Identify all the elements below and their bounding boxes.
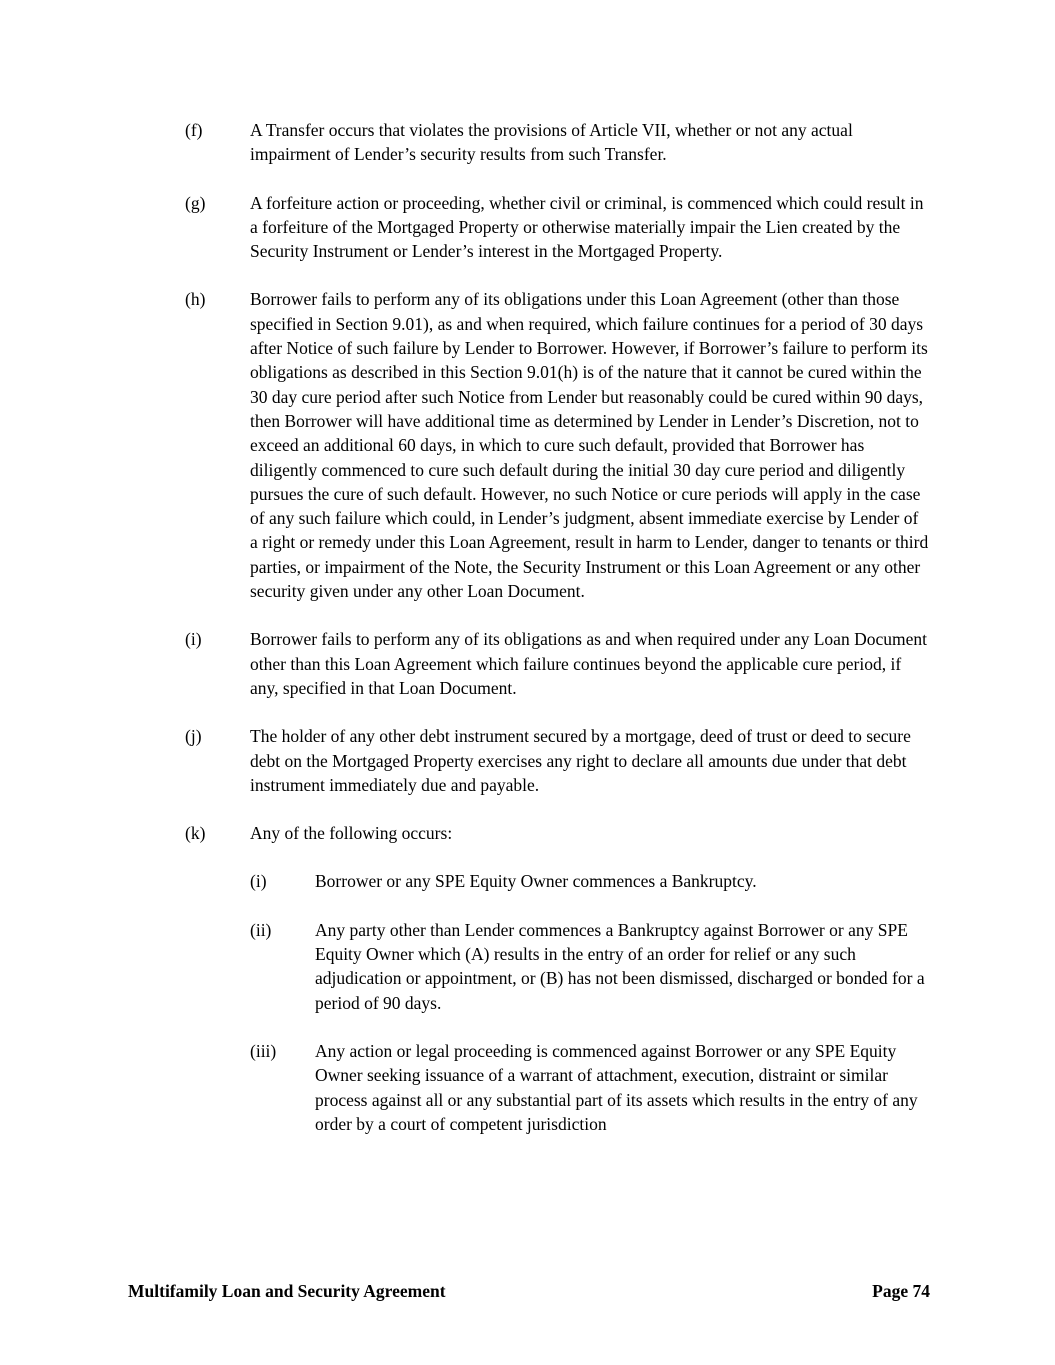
item-text: The holder of any other debt instrument secured by a mortgage, deed of trust or deed to secure debt on the Mortgaged Property exercises any right to declare all amounts due under that debt instrument immediately due and payable. xyxy=(250,726,911,795)
subitem-text: Any party other than Lender commences a Bankruptcy against Borrower or any SPE Equity Owner which (A) results in the entry of an order for relief or any such adjudication or appointment, or (B) has not been dismissed, discharged or bonded for a period of 90 days. xyxy=(315,919,925,1013)
list-item-k xyxy=(185,821,935,845)
item-label: (i) xyxy=(185,629,202,650)
list-item-i xyxy=(185,627,935,700)
sublist-item-ii xyxy=(250,918,935,1015)
sublist-item-iii xyxy=(250,1039,935,1136)
item-text: Borrower fails to perform any of its obligations under this Loan Agreement (other than those specified in Section 9.01), as and when required, which failure continues for a period of 30 days after Notice of such failure by Lender to Borrower. However, if Borrower’s failure to perform its obligations as described in this Section 9.01(h) is of the nature that it cannot be cured within the 30 day cure period after such Notice from Lender but reasonably could be cured within 90 days, then Borrower will have additional time as determined by Lender in Lender’s Discretion, not to exceed an additional 60 days, in which to cure such default, provided that Borrower has diligently commenced to cure such default during the initial 30 day cure period and diligently pursues the cure of such default. However, no such Notice or cure periods will apply in the case of any such failure which could, in Lender’s judgment, absent immediate exercise by Lender of a right or remedy under this Loan Agreement, result in harm to Lender, danger to tenants or third parties, or impairment of the Note, the Security Instrument or this Loan Agreement or any other security given under any other Loan Document. xyxy=(250,289,929,602)
list-item-g xyxy=(185,191,935,264)
subitem-label: (ii) xyxy=(250,919,272,940)
list-item-f xyxy=(185,118,935,167)
document-body xyxy=(0,118,935,1160)
item-label: (k) xyxy=(185,823,206,844)
item-text: Any of the following occurs: xyxy=(250,823,453,844)
footer-page-number: Page 74 xyxy=(872,1281,930,1301)
item-text: A Transfer occurs that violates the provisions of Article VII, whether or not any actual impairment of Lender’s security results from such Transfer. xyxy=(250,120,853,165)
item-label: (f) xyxy=(185,120,203,140)
subitem-label: (i) xyxy=(250,871,267,892)
subitem-text: Borrower or any SPE Equity Owner commences a Bankruptcy. xyxy=(315,871,757,892)
sublist-item-i xyxy=(250,869,935,893)
list-item-j xyxy=(185,724,935,797)
page-footer xyxy=(128,1279,930,1303)
item-label: (h) xyxy=(185,289,206,310)
item-text: A forfeiture action or proceeding, whether civil or criminal, is commenced which could result in a forfeiture of the Mortgaged Property or otherwise materially impair the Lien created by the Security Instrument or Lender’s interest in the Mortgaged Property. xyxy=(250,192,924,262)
item-label: (g) xyxy=(185,192,206,213)
item-label: (j) xyxy=(185,726,202,747)
subitem-text: Any action or legal proceeding is commenced against Borrower or any SPE Equity Owner seeking issuance of a warrant of attachment, execution, distraint or similar process against all or any substantial part of its assets which results in the entry of any order by a court of competent jurisdiction xyxy=(315,1040,918,1134)
footer-document-title: Multifamily Loan and Security Agreement xyxy=(128,1281,446,1301)
list-item-h xyxy=(185,287,935,603)
subitem-label: (iii) xyxy=(250,1040,277,1061)
item-text: Borrower fails to perform any of its obligations as and when required under any Loan Document other than this Loan Agreement which failure continues beyond the applicable cure period, if any, specified in that Loan Document. xyxy=(250,629,927,698)
